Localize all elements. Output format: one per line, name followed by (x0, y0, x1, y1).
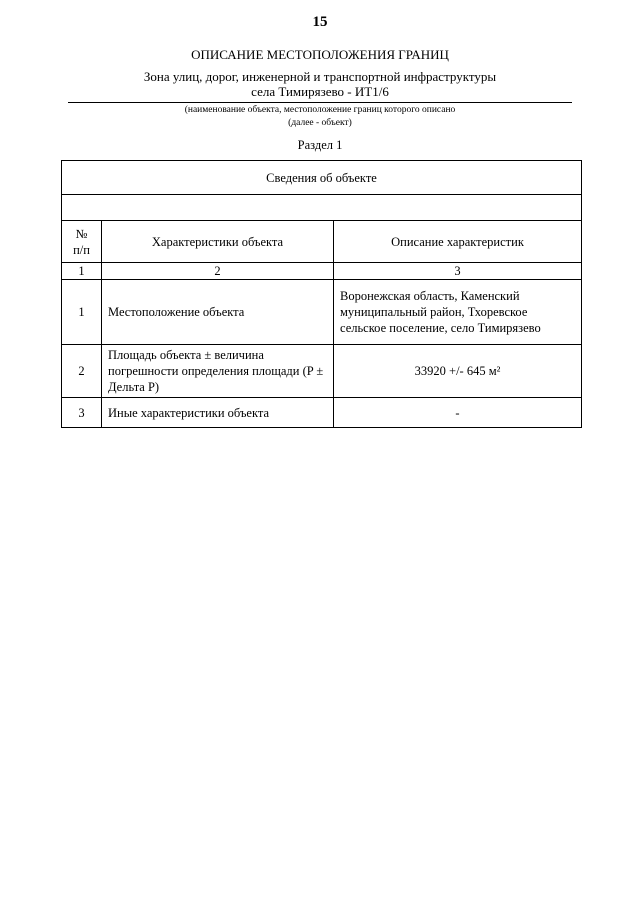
document-title: ОПИСАНИЕ МЕСТОПОЛОЖЕНИЯ ГРАНИЦ (191, 47, 449, 62)
column-index-cell: 3 (334, 263, 582, 280)
object-name-line-2: села Тимирязево - ИТ1/6 (251, 84, 389, 99)
row-description: 33920 +/- 645 м² (334, 345, 582, 398)
table-header: Сведения об объекте (62, 161, 582, 195)
row-description: Воронежская область, Каменский муниципальный район, Тхоревское сельское поселение, село Тимирязево (334, 280, 582, 345)
table-empty-row (62, 195, 582, 221)
row-description: - (334, 398, 582, 428)
caption-line-1: (наименование объекта, местоположение границ которого описано (184, 105, 456, 115)
row-characteristic: Иные характеристики объекта (102, 398, 334, 428)
table-row (62, 280, 582, 345)
column-header-characteristics: Характеристики объекта (102, 221, 334, 263)
column-header-num-line-1: № (75, 226, 88, 241)
row-number: 2 (62, 345, 102, 398)
section-title: Раздел 1 (297, 138, 343, 152)
column-header-num-line-2: п/п (73, 242, 90, 257)
row-characteristic: Местоположение объекта (102, 280, 334, 345)
column-index-cell: 1 (62, 263, 102, 280)
object-name-caption (0, 104, 640, 130)
object-name (0, 69, 640, 99)
table-row (62, 398, 582, 428)
row-number: 3 (62, 398, 102, 428)
page-number: 15 (312, 14, 328, 30)
table-empty-cell (62, 195, 582, 221)
column-index-cell: 2 (102, 263, 334, 280)
column-index-row (62, 263, 582, 280)
row-number: 1 (62, 280, 102, 345)
row-characteristic: Площадь объекта ± величина погрешности определения площади (P ± Дельта P) (102, 345, 334, 398)
column-header-description: Описание характеристик (334, 221, 582, 263)
object-info-table (61, 160, 582, 428)
object-name-underline (68, 102, 572, 103)
column-header-row (62, 221, 582, 263)
table-header-row (62, 161, 582, 195)
caption-line-2: (далее - объект) (288, 118, 352, 128)
column-header-num (62, 221, 102, 263)
table-row (62, 345, 582, 398)
object-name-line-1: Зона улиц, дорог, инженерной и транспортной инфраструктуры (143, 69, 497, 84)
